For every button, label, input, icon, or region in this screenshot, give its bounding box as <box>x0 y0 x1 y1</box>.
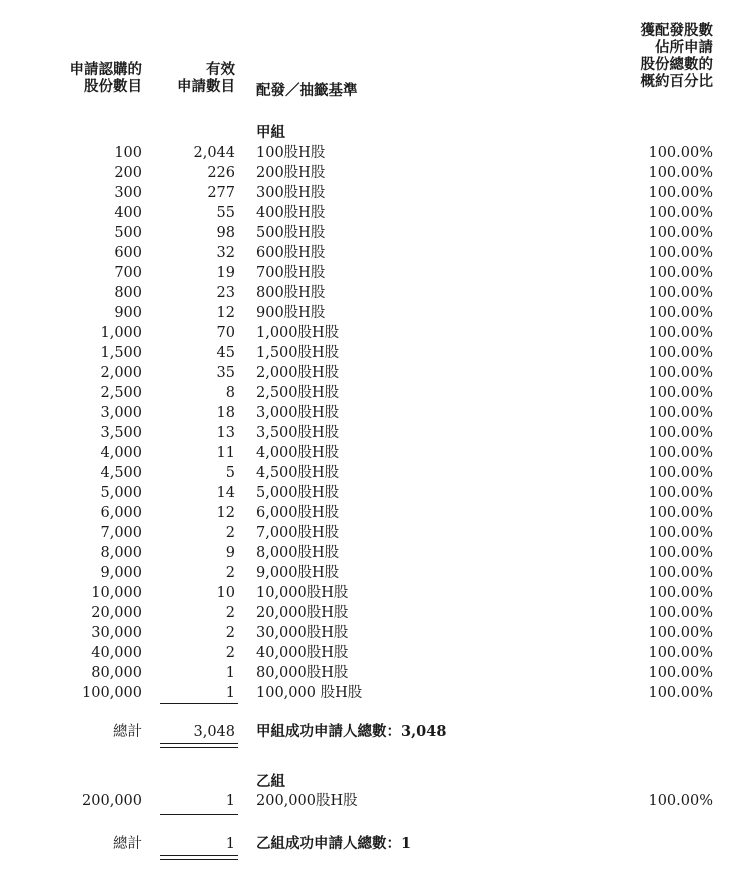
cell-basis-of-allotment: 6,000股H股 <box>256 505 340 521</box>
cell-basis-of-allotment: 200,000股H股 <box>256 793 358 809</box>
cell-basis-of-allotment: 80,000股H股 <box>256 665 349 681</box>
cell-approx-percentage: 100.00% <box>648 605 713 621</box>
cell-valid-applications: 23 <box>216 285 235 301</box>
cell-shares-applied: 4,500 <box>100 465 142 481</box>
cell-shares-applied: 300 <box>114 185 142 201</box>
group-a-summary-value: 3,048 <box>401 723 447 740</box>
table-row <box>0 323 750 343</box>
cell-shares-applied: 4,000 <box>100 445 142 461</box>
cell-approx-percentage: 100.00% <box>648 285 713 301</box>
cell-shares-applied: 100 <box>114 145 142 161</box>
cell-shares-applied: 800 <box>114 285 142 301</box>
table-row <box>0 343 750 363</box>
cell-approx-percentage: 100.00% <box>648 665 713 681</box>
cell-valid-applications: 277 <box>207 185 235 201</box>
table-row <box>0 263 750 283</box>
header-approx-percentage-line1: 獲配發股數 <box>640 23 713 39</box>
cell-shares-applied: 6,000 <box>100 505 142 521</box>
table-row <box>0 383 750 403</box>
cell-basis-of-allotment: 100股H股 <box>256 145 326 161</box>
cell-valid-applications: 11 <box>216 445 235 461</box>
table-row <box>0 623 750 643</box>
cell-valid-applications: 14 <box>216 485 235 501</box>
cell-basis-of-allotment: 7,000股H股 <box>256 525 340 541</box>
cell-valid-applications: 13 <box>216 425 235 441</box>
table-row <box>0 303 750 323</box>
table-row <box>0 283 750 303</box>
cell-shares-applied: 3,500 <box>100 425 142 441</box>
cell-valid-applications: 45 <box>216 345 235 361</box>
cell-basis-of-allotment: 4,500股H股 <box>256 465 340 481</box>
table-row <box>0 583 750 603</box>
cell-shares-applied: 30,000 <box>91 625 142 641</box>
header-valid-applications-line2: 申請數目 <box>177 79 235 95</box>
cell-valid-applications: 70 <box>216 325 235 341</box>
cell-shares-applied: 2,000 <box>100 365 142 381</box>
cell-valid-applications: 2 <box>225 565 235 581</box>
cell-approx-percentage: 100.00% <box>648 545 713 561</box>
table-row <box>0 403 750 423</box>
group-b-total-label: 總計 <box>113 836 142 852</box>
cell-approx-percentage: 100.00% <box>648 445 713 461</box>
cell-basis-of-allotment: 8,000股H股 <box>256 545 340 561</box>
group-a-summary-label: 甲組成功申請人總數： <box>256 724 401 740</box>
cell-valid-applications: 12 <box>216 305 235 321</box>
header-shares-applied-line1: 申請認購的 <box>69 62 142 78</box>
cell-valid-applications: 8 <box>225 385 235 401</box>
cell-approx-percentage: 100.00% <box>648 305 713 321</box>
cell-shares-applied: 5,000 <box>100 485 142 501</box>
cell-valid-applications: 18 <box>216 405 235 421</box>
cell-approx-percentage: 100.00% <box>648 365 713 381</box>
table-row <box>0 463 750 483</box>
table-row <box>0 483 750 503</box>
cell-valid-applications: 5 <box>225 465 235 481</box>
group-a-total-label: 總計 <box>113 724 142 740</box>
group-a-summary <box>256 722 446 742</box>
group-a-subtotal-rule <box>160 703 238 704</box>
cell-valid-applications: 98 <box>216 225 235 241</box>
cell-basis-of-allotment: 800股H股 <box>256 285 326 301</box>
cell-shares-applied: 400 <box>114 205 142 221</box>
table-row <box>0 163 750 183</box>
cell-approx-percentage: 100.00% <box>648 145 713 161</box>
cell-approx-percentage: 100.00% <box>648 793 713 809</box>
table-row <box>0 603 750 623</box>
cell-basis-of-allotment: 900股H股 <box>256 305 326 321</box>
cell-shares-applied: 500 <box>114 225 142 241</box>
cell-shares-applied: 600 <box>114 245 142 261</box>
cell-basis-of-allotment: 40,000股H股 <box>256 645 349 661</box>
group-b-summary-value: 1 <box>401 835 412 852</box>
table-row <box>0 143 750 163</box>
cell-approx-percentage: 100.00% <box>648 585 713 601</box>
group-a-total-double-rule <box>160 743 238 748</box>
cell-valid-applications: 19 <box>216 265 235 281</box>
header-valid-applications <box>177 62 235 96</box>
header-approx-percentage-line2: 佔所申請 <box>655 40 713 56</box>
cell-basis-of-allotment: 3,000股H股 <box>256 405 340 421</box>
cell-shares-applied: 7,000 <box>100 525 142 541</box>
cell-approx-percentage: 100.00% <box>648 625 713 641</box>
cell-approx-percentage: 100.00% <box>648 525 713 541</box>
cell-valid-applications: 35 <box>216 365 235 381</box>
cell-valid-applications: 2 <box>225 525 235 541</box>
cell-approx-percentage: 100.00% <box>648 345 713 361</box>
cell-shares-applied: 8,000 <box>100 545 142 561</box>
cell-approx-percentage: 100.00% <box>648 405 713 421</box>
table-row <box>0 183 750 203</box>
cell-valid-applications: 2 <box>225 645 235 661</box>
group-a-table <box>0 143 750 703</box>
cell-basis-of-allotment: 500股H股 <box>256 225 326 241</box>
cell-valid-applications: 1 <box>225 793 235 809</box>
group-b-summary-label: 乙組成功申請人總數： <box>256 836 401 852</box>
cell-approx-percentage: 100.00% <box>648 225 713 241</box>
cell-valid-applications: 2 <box>225 625 235 641</box>
cell-shares-applied: 900 <box>114 305 142 321</box>
cell-approx-percentage: 100.00% <box>648 325 713 341</box>
cell-shares-applied: 20,000 <box>91 605 142 621</box>
cell-approx-percentage: 100.00% <box>648 245 713 261</box>
cell-basis-of-allotment: 5,000股H股 <box>256 485 340 501</box>
table-row <box>0 563 750 583</box>
header-approx-percentage-line3: 股份總數的 <box>640 57 713 73</box>
cell-valid-applications: 9 <box>225 545 235 561</box>
cell-shares-applied: 1,000 <box>100 325 142 341</box>
cell-basis-of-allotment: 9,000股H股 <box>256 565 340 581</box>
cell-approx-percentage: 100.00% <box>648 165 713 181</box>
header-basis-of-allotment: 配發／抽籤基準 <box>256 83 358 99</box>
table-row <box>0 503 750 523</box>
cell-basis-of-allotment: 700股H股 <box>256 265 326 281</box>
group-b-total-double-rule <box>160 855 238 860</box>
table-row <box>0 223 750 243</box>
header-shares-applied-line2: 股份數目 <box>84 79 142 95</box>
cell-basis-of-allotment: 100,000 股H股 <box>256 685 363 701</box>
group-a-total-applications: 3,048 <box>193 724 235 740</box>
table-row <box>0 663 750 683</box>
cell-shares-applied: 200 <box>114 165 142 181</box>
cell-approx-percentage: 100.00% <box>648 465 713 481</box>
cell-shares-applied: 80,000 <box>91 665 142 681</box>
table-row <box>0 683 750 703</box>
table-row <box>0 791 750 811</box>
cell-approx-percentage: 100.00% <box>648 505 713 521</box>
table-row <box>0 543 750 563</box>
cell-basis-of-allotment: 10,000股H股 <box>256 585 349 601</box>
cell-basis-of-allotment: 2,000股H股 <box>256 365 340 381</box>
cell-approx-percentage: 100.00% <box>648 425 713 441</box>
cell-basis-of-allotment: 20,000股H股 <box>256 605 349 621</box>
header-shares-applied <box>70 62 143 96</box>
cell-valid-applications: 1 <box>225 685 235 701</box>
cell-approx-percentage: 100.00% <box>648 265 713 281</box>
cell-approx-percentage: 100.00% <box>648 565 713 581</box>
cell-shares-applied: 2,500 <box>100 385 142 401</box>
cell-basis-of-allotment: 300股H股 <box>256 185 326 201</box>
cell-approx-percentage: 100.00% <box>648 685 713 701</box>
cell-basis-of-allotment: 30,000股H股 <box>256 625 349 641</box>
cell-approx-percentage: 100.00% <box>648 645 713 661</box>
cell-valid-applications: 12 <box>216 505 235 521</box>
cell-shares-applied: 700 <box>114 265 142 281</box>
header-approx-percentage <box>641 23 714 91</box>
cell-basis-of-allotment: 200股H股 <box>256 165 326 181</box>
cell-approx-percentage: 100.00% <box>648 385 713 401</box>
cell-valid-applications: 10 <box>216 585 235 601</box>
cell-shares-applied: 200,000 <box>82 793 142 809</box>
table-row <box>0 643 750 663</box>
table-row <box>0 523 750 543</box>
cell-basis-of-allotment: 400股H股 <box>256 205 326 221</box>
cell-shares-applied: 40,000 <box>91 645 142 661</box>
table-row <box>0 423 750 443</box>
cell-shares-applied: 1,500 <box>100 345 142 361</box>
table-row <box>0 443 750 463</box>
cell-approx-percentage: 100.00% <box>648 485 713 501</box>
cell-valid-applications: 55 <box>216 205 235 221</box>
header-approx-percentage-line4: 概約百分比 <box>640 74 713 90</box>
cell-shares-applied: 100,000 <box>82 685 142 701</box>
cell-valid-applications: 226 <box>207 165 235 181</box>
group-b-subtotal-rule <box>160 814 238 815</box>
cell-shares-applied: 3,000 <box>100 405 142 421</box>
cell-shares-applied: 10,000 <box>91 585 142 601</box>
cell-basis-of-allotment: 2,500股H股 <box>256 385 340 401</box>
group-b-table <box>0 791 750 811</box>
table-row <box>0 203 750 223</box>
cell-shares-applied: 9,000 <box>100 565 142 581</box>
cell-valid-applications: 1 <box>225 665 235 681</box>
cell-basis-of-allotment: 1,000股H股 <box>256 325 340 341</box>
cell-basis-of-allotment: 600股H股 <box>256 245 326 261</box>
table-row <box>0 243 750 263</box>
cell-valid-applications: 2,044 <box>193 145 235 161</box>
cell-approx-percentage: 100.00% <box>648 185 713 201</box>
cell-basis-of-allotment: 3,500股H股 <box>256 425 340 441</box>
group-b-total-applications: 1 <box>225 836 235 852</box>
cell-valid-applications: 32 <box>216 245 235 261</box>
cell-valid-applications: 2 <box>225 605 235 621</box>
header-valid-applications-line1: 有效 <box>206 62 235 78</box>
group-b-summary <box>256 834 411 854</box>
cell-approx-percentage: 100.00% <box>648 205 713 221</box>
cell-basis-of-allotment: 1,500股H股 <box>256 345 340 361</box>
group-b-title: 乙組 <box>256 774 285 790</box>
group-a-title: 甲組 <box>256 125 285 141</box>
table-row <box>0 363 750 383</box>
cell-basis-of-allotment: 4,000股H股 <box>256 445 340 461</box>
